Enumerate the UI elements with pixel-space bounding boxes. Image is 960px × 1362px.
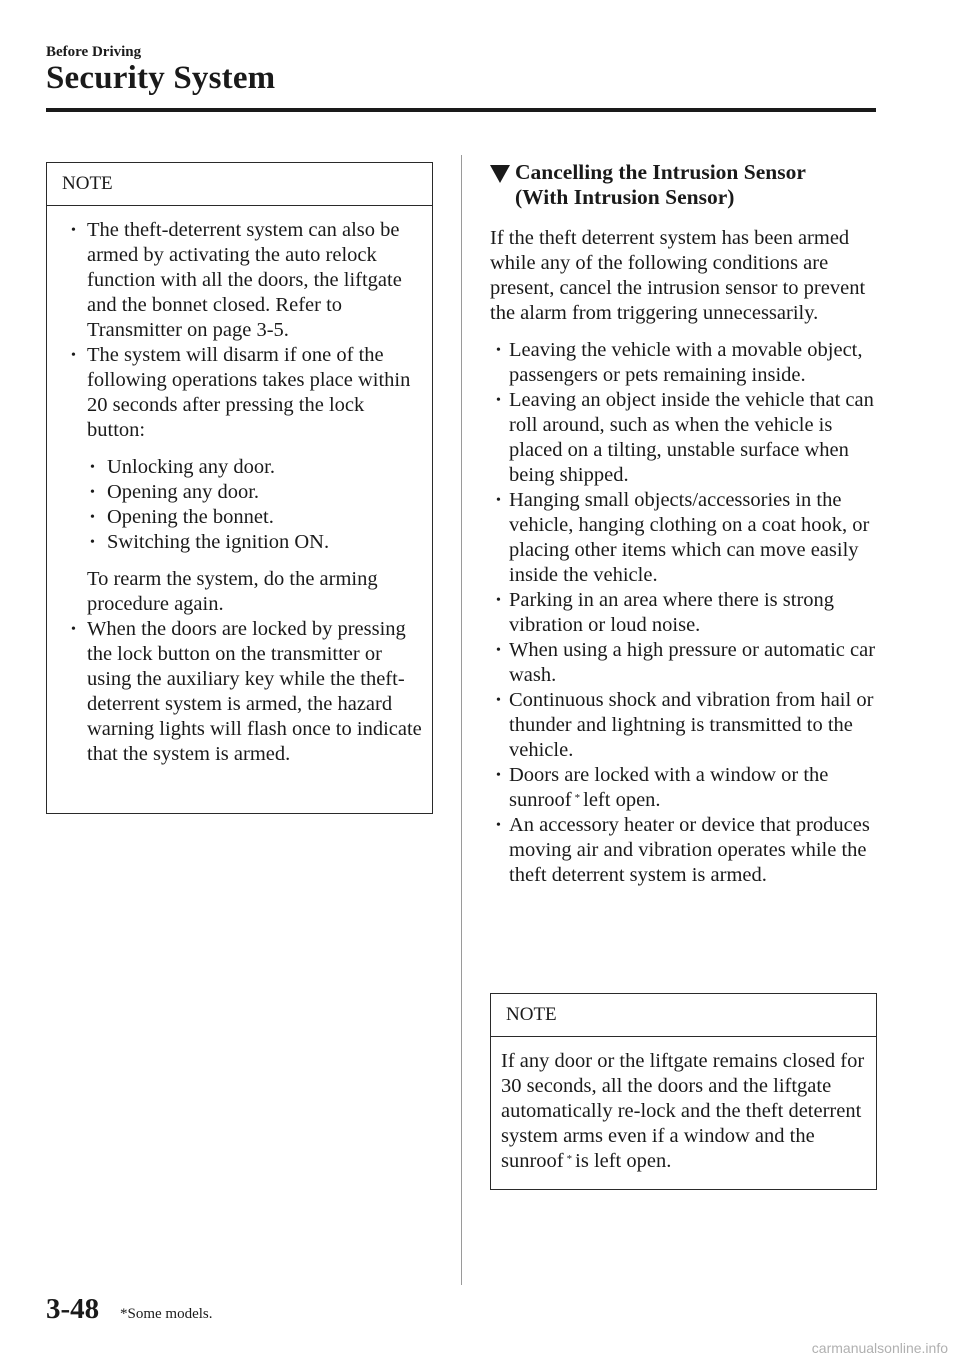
footnote: *Some models. <box>120 1306 213 1322</box>
heading-line-1: Cancelling the Intrusion Sensor <box>515 160 806 184</box>
watermark: carmanualsonline.info <box>811 1340 948 1356</box>
list-item: • Leaving the vehicle with a movable object, passengers or pets remaining inside. <box>490 338 880 388</box>
disarm-operations-list <box>87 455 422 555</box>
list-item: • Hanging small objects/accessories in the vehicle, hanging clothing on a coat hook, or placing other items which can move easily inside the vehicle. <box>490 488 880 588</box>
note-box-right <box>490 993 877 1190</box>
section-label: Before Driving <box>46 44 142 60</box>
list-item: • Parking in an area where there is strong vibration or loud noise. <box>490 588 880 638</box>
triangle-down-icon <box>490 165 510 183</box>
condition-text: left open. <box>583 789 661 811</box>
conditions-list <box>490 338 880 888</box>
list-item: • Leaving an object inside the vehicle that can roll around, such as when the vehicle is placed on a tilting, unstable surface when being shipped. <box>490 388 880 488</box>
right-column <box>490 160 880 888</box>
list-item <box>490 763 880 813</box>
note-label: NOTE <box>47 163 432 206</box>
list-item: • Switching the ignition ON. <box>87 530 422 555</box>
note-list <box>61 218 422 767</box>
asterisk-mark: * <box>574 792 581 804</box>
rearm-text: To rearm the system, do the arming procedure again. <box>87 568 378 615</box>
list-item: • Continuous shock and vibration from hail or thunder and lightning is transmitted to the vehicle. <box>490 688 880 763</box>
list-item: • When using a high pressure or automatic car wash. <box>490 638 880 688</box>
note-body <box>47 206 432 781</box>
note-item-auto-relock: • The theft-deterrent system can also be armed by activating the auto relock function with all the doors, the liftgate and the bonnet closed. Refer to Transmitter on page 3-5. <box>61 218 422 343</box>
note-label: NOTE <box>491 994 876 1037</box>
title-rule <box>46 108 876 112</box>
page-title: Security System <box>46 60 276 96</box>
heading-line-2: (With Intrusion Sensor) <box>515 185 735 209</box>
note-body <box>491 1037 876 1186</box>
column-divider <box>461 155 462 1285</box>
note-item-disarm <box>61 343 422 617</box>
condition-text: Doors are locked with a window or the sunroof <box>509 764 829 811</box>
note-text: is left open. <box>575 1150 672 1172</box>
note-box-left <box>46 162 433 814</box>
note-item-disarm-text: The system will disarm if one of the following operations takes place within 20 seconds after pressing the lock button: <box>87 344 411 441</box>
note-item-hazard-flash: • When the doors are locked by pressing the lock button on the transmitter or using the auxiliary key while the theft-deterrent system is armed, the hazard warning lights will flash once to indicate that the system is armed. <box>61 617 422 767</box>
note-text: If any door or the liftgate remains closed for 30 seconds, all the doors and the liftgate automatically re-lock and the theft deterrent system arms even if a window and the sunroof <box>501 1050 865 1172</box>
list-item: • An accessory heater or device that produces moving air and vibration operates while the theft deterrent system is armed. <box>490 813 880 888</box>
page-number: 3-48 <box>46 1293 100 1325</box>
list-item: • Unlocking any door. <box>87 455 422 480</box>
intro-paragraph: If the theft deterrent system has been armed while any of the following conditions are present, cancel the intrusion sensor to prevent the alarm from triggering unnecessarily. <box>490 227 866 324</box>
asterisk-mark: * <box>566 1153 573 1165</box>
list-item: • Opening the bonnet. <box>87 505 422 530</box>
list-item: • Opening any door. <box>87 480 422 505</box>
section-heading <box>490 160 880 210</box>
